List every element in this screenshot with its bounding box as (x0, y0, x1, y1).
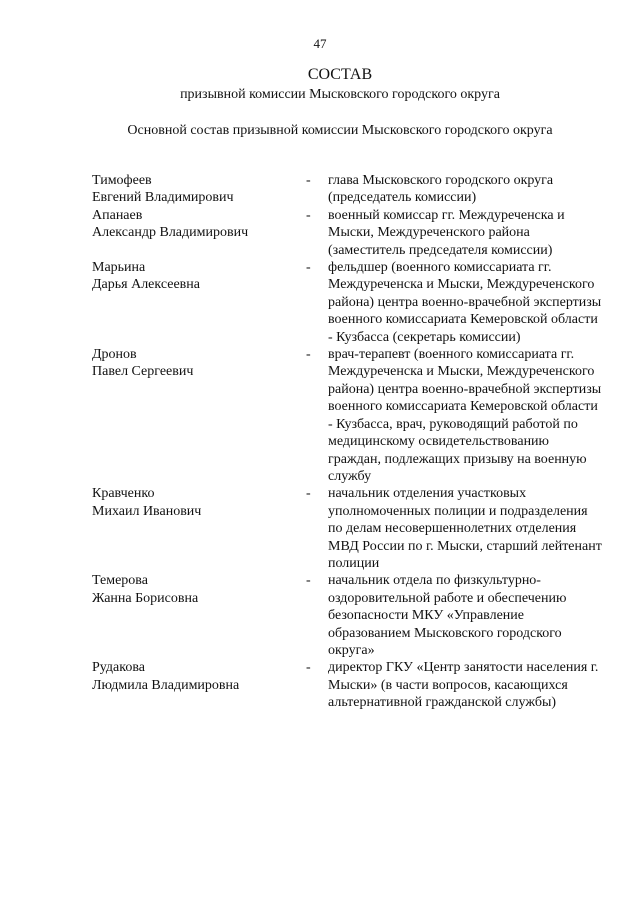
member-surname: Темерова (92, 573, 148, 589)
document-title: СОСТАВ (307, 66, 373, 83)
member-name (92, 172, 306, 207)
member-dash: - (306, 573, 311, 589)
member-name (92, 346, 306, 381)
member-dash: - (306, 486, 311, 502)
member-name (92, 485, 306, 520)
member-dash: - (306, 347, 311, 363)
member-surname: Рудакова (92, 660, 145, 676)
member-dash: - (306, 173, 311, 188)
member-given-names: Евгений Владимирович (92, 190, 234, 206)
document-subtitle: призывной комиссии Мысковского городского округа (180, 87, 500, 102)
page-number: 47 (313, 36, 327, 51)
member-name (92, 259, 306, 294)
member-given-names: Людмила Владимировна (92, 677, 240, 693)
member-entry (92, 346, 602, 485)
member-given-names: Александр Владимирович (92, 225, 249, 241)
member-role: врач-терапевт (военного комиссариата гг. Междуреченска и Мыски, Междуреченского района) центра военно-врачебной экспертизы военного комиссариата Кемеровской области - Кузбасса, врач, руководящий работой по медицинскому освидетельствованию граждан, подлежащих призыву на военную службу (328, 347, 602, 484)
member-entry (92, 485, 602, 572)
member-role: фельдшер (военного комиссариата гг. Междуреченска и Мыски, Междуреченского района) центра военно-врачебной экспертизы военного комиссариата Кемеровской области - Кузбасса (секретарь комиссии) (328, 260, 602, 345)
member-given-names: Михаил Иванович (92, 503, 202, 519)
member-role: глава Мысковского городского округа (председатель комиссии) (328, 173, 554, 206)
member-role: начальник отдела по физкультурно-оздоровительной работе и обеспечению безопасности МКУ «Управление образованием Мысковского городского округа» (328, 573, 567, 658)
member-surname: Марьина (92, 260, 146, 276)
member-given-names: Дарья Алексеевна (92, 277, 200, 293)
member-surname: Апанаев (92, 207, 143, 223)
member-entry (92, 259, 602, 346)
member-name (92, 659, 306, 694)
member-entry (92, 207, 602, 259)
member-name (92, 572, 306, 607)
member-surname: Дронов (92, 347, 137, 363)
member-surname: Кравченко (92, 486, 155, 502)
member-dash: - (306, 660, 311, 676)
member-dash: - (306, 207, 311, 223)
member-surname: Тимофеев (92, 173, 152, 188)
member-role: директор ГКУ «Центр занятости населения г. Мыски» (в части вопросов, касающихся альтернативной гражданской службы) (328, 660, 599, 711)
section-heading: Основной состав призывной комиссии Мысковского городского округа (127, 123, 553, 138)
member-given-names: Жанна Борисовна (92, 590, 199, 606)
member-entry (92, 572, 602, 659)
member-role: начальник отделения участковых уполномоченных полиции и подразделения по делам несовершеннолетних отделения МВД России по г. Мыски, старший лейтенант полиции (328, 486, 602, 571)
member-given-names: Павел Сергеевич (92, 364, 194, 380)
member-dash: - (306, 260, 311, 276)
member-name (92, 207, 306, 242)
members-list (92, 172, 602, 712)
member-role: военный комиссар гг. Междуреченска и Мыски, Междуреченского района (заместитель председателя комиссии) (328, 207, 565, 258)
member-entry (92, 659, 602, 711)
member-entry (92, 172, 602, 207)
